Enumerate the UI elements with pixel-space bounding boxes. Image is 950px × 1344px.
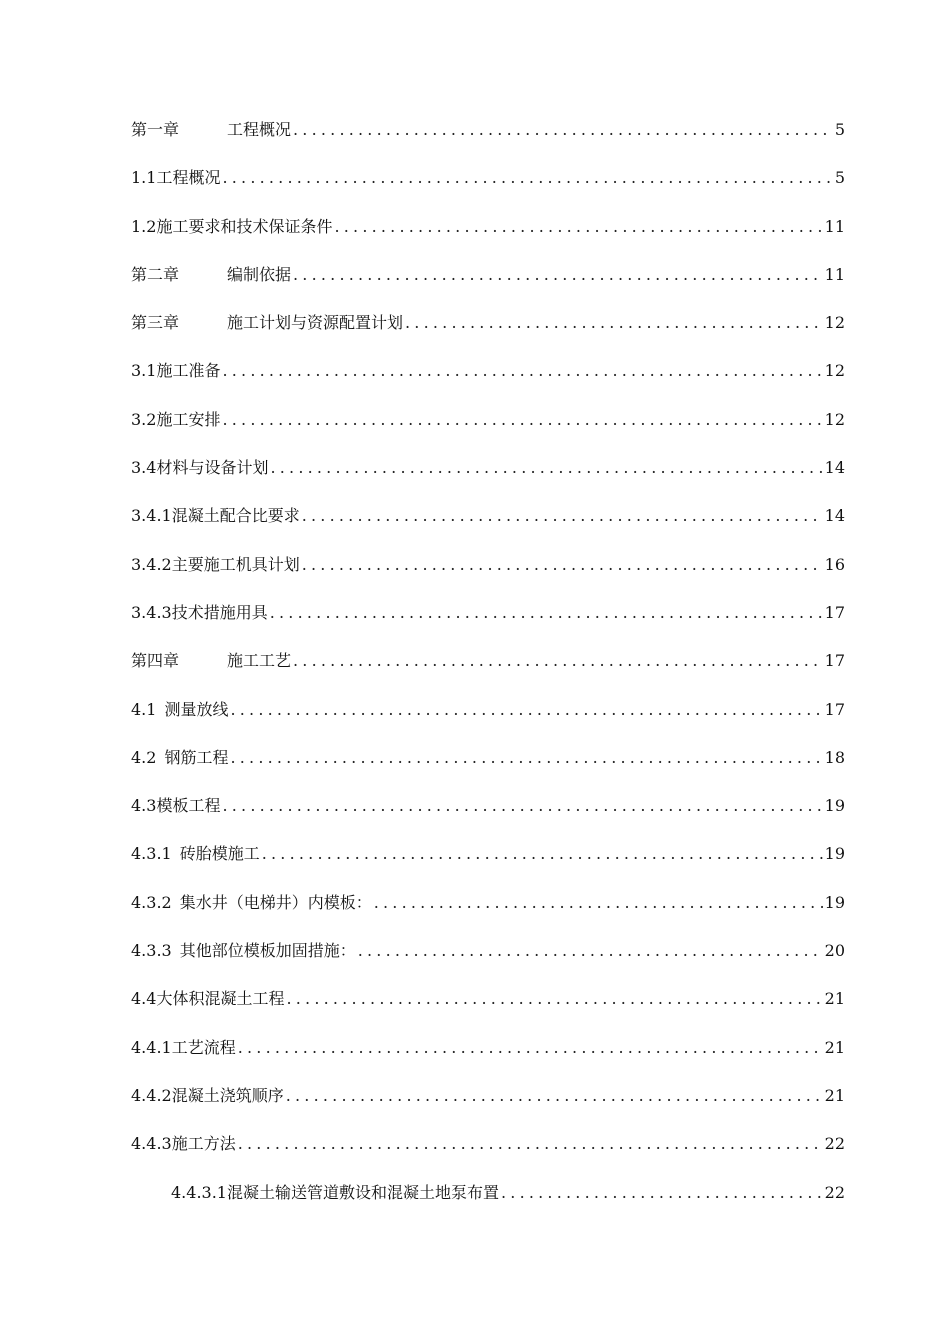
toc-leader-dots — [405, 301, 823, 345]
toc-page-number: 21 — [824, 1037, 845, 1057]
toc-number: 4.3.2 — [131, 892, 172, 912]
toc-title: 编制依据 — [227, 264, 292, 284]
toc-entry[interactable] — [131, 349, 845, 397]
toc-page-number: 14 — [824, 458, 845, 478]
toc-entry[interactable] — [131, 108, 845, 156]
toc-page-number: 21 — [824, 989, 845, 1009]
toc-page-number: 11 — [824, 264, 845, 284]
toc-page-number: 12 — [824, 409, 845, 429]
toc-entry[interactable] — [131, 253, 845, 301]
toc-title: 其他部位模板加固措施： — [179, 941, 356, 961]
toc-number: 第一章 — [131, 120, 180, 139]
toc-page-number: 12 — [824, 313, 845, 333]
toc-page-number: 19 — [824, 844, 845, 864]
toc-entry[interactable] — [131, 1171, 845, 1219]
toc-number: 1.1 — [131, 168, 157, 188]
toc-page-number: 21 — [824, 1085, 845, 1105]
toc-leader-dots — [293, 253, 823, 297]
toc-number: 4.1 — [131, 699, 157, 719]
toc-title: 工艺流程 — [171, 1037, 236, 1057]
toc-title: 砖胎模施工 — [179, 844, 260, 864]
toc-leader-dots — [238, 1122, 823, 1166]
toc-page-number: 17 — [824, 651, 845, 671]
toc-leader-dots — [222, 784, 822, 828]
toc-leader-dots — [270, 446, 822, 490]
toc-title: 工程概况 — [156, 168, 221, 188]
toc-number: 4.3 — [131, 796, 157, 816]
toc-leader-dots — [358, 929, 823, 973]
toc-page-number: 5 — [834, 120, 845, 139]
toc-leader-dots — [334, 205, 822, 249]
toc-page-number: 19 — [824, 796, 845, 816]
toc-page-number: 22 — [824, 1134, 845, 1154]
toc-page-number: 18 — [824, 747, 845, 767]
toc-title: 混凝土浇筑顺序 — [171, 1085, 284, 1105]
toc-page-number: 22 — [824, 1182, 845, 1202]
toc-entry[interactable] — [131, 543, 845, 591]
toc-number: 4.2 — [131, 747, 157, 767]
toc-leader-dots — [293, 108, 833, 152]
toc-title: 施工准备 — [156, 361, 221, 381]
toc-leader-dots — [286, 977, 822, 1021]
toc-title: 施工要求和技术保证条件 — [156, 216, 333, 236]
toc-entry[interactable] — [131, 639, 845, 687]
toc-title: 施工方法 — [171, 1134, 236, 1154]
toc-entry[interactable] — [131, 832, 845, 880]
toc-leader-dots — [374, 881, 823, 925]
toc-number: 4.4.3.1 — [171, 1182, 227, 1202]
toc-leader-dots — [222, 156, 832, 200]
toc-number: 第二章 — [131, 264, 180, 284]
toc-leader-dots — [501, 1171, 823, 1215]
table-of-contents — [131, 108, 845, 1219]
toc-title: 混凝土配合比要求 — [171, 506, 300, 526]
toc-leader-dots — [302, 494, 823, 538]
toc-number: 4.3.3 — [131, 941, 172, 961]
toc-leader-dots — [286, 1074, 823, 1118]
toc-page-number: 12 — [824, 361, 845, 381]
toc-entry[interactable] — [131, 398, 845, 446]
toc-title: 混凝土输送管道敷设和混凝土地泵布置 — [226, 1182, 499, 1202]
toc-title: 施工计划与资源配置计划 — [227, 313, 404, 333]
toc-leader-dots — [222, 398, 822, 442]
toc-entry[interactable] — [131, 494, 845, 542]
toc-number: 3.4 — [131, 458, 157, 478]
toc-title: 钢筋工程 — [164, 747, 229, 767]
toc-entry[interactable] — [131, 929, 845, 977]
toc-entry[interactable] — [131, 736, 845, 784]
toc-entry[interactable] — [131, 591, 845, 639]
toc-entry[interactable] — [131, 205, 845, 253]
toc-title: 施工工艺 — [227, 651, 292, 671]
toc-leader-dots — [222, 349, 822, 393]
toc-page-number: 14 — [824, 506, 845, 526]
toc-entry[interactable] — [131, 881, 845, 929]
toc-entry[interactable] — [131, 156, 845, 204]
toc-page-number: 19 — [824, 892, 845, 912]
toc-title: 大体积混凝土工程 — [156, 989, 285, 1009]
toc-entry[interactable] — [131, 1026, 845, 1074]
toc-title: 集水井（电梯井）内模板： — [179, 892, 372, 912]
toc-number: 3.4.2 — [131, 554, 172, 574]
toc-title: 工程概况 — [227, 120, 292, 139]
toc-leader-dots — [293, 639, 823, 683]
toc-page-number: 20 — [824, 941, 845, 961]
toc-entry[interactable] — [131, 784, 845, 832]
toc-leader-dots — [302, 543, 823, 587]
toc-title: 施工安排 — [156, 409, 221, 429]
toc-leader-dots — [230, 736, 822, 780]
toc-page-number: 16 — [824, 554, 845, 574]
toc-entry[interactable] — [131, 1074, 845, 1122]
toc-number: 3.2 — [131, 409, 157, 429]
toc-number: 4.4.2 — [131, 1085, 172, 1105]
toc-number: 3.4.3 — [131, 602, 172, 622]
toc-number: 4.4 — [131, 989, 157, 1009]
toc-leader-dots — [230, 688, 822, 732]
toc-page-number: 5 — [834, 168, 845, 188]
toc-title: 材料与设备计划 — [156, 458, 269, 478]
toc-number: 3.4.1 — [131, 506, 172, 526]
toc-page-number: 17 — [824, 602, 845, 622]
toc-title: 模板工程 — [156, 796, 221, 816]
toc-page-number: 11 — [824, 216, 845, 236]
toc-title: 主要施工机具计划 — [171, 554, 300, 574]
toc-leader-dots — [238, 1026, 823, 1070]
toc-title: 测量放线 — [164, 699, 229, 719]
toc-number: 第三章 — [131, 313, 180, 333]
toc-number: 4.4.3 — [131, 1134, 172, 1154]
toc-entry[interactable] — [131, 977, 845, 1025]
toc-entry[interactable] — [131, 301, 845, 349]
toc-title: 技术措施用具 — [171, 602, 268, 622]
toc-number: 4.4.1 — [131, 1037, 172, 1057]
toc-page-number: 17 — [824, 699, 845, 719]
toc-entry[interactable] — [131, 446, 845, 494]
toc-number: 1.2 — [131, 216, 157, 236]
toc-number: 第四章 — [131, 651, 180, 671]
toc-leader-dots — [262, 832, 823, 876]
toc-leader-dots — [270, 591, 823, 635]
toc-entry[interactable] — [131, 688, 845, 736]
toc-number: 4.3.1 — [131, 844, 172, 864]
toc-number: 3.1 — [131, 361, 157, 381]
toc-entry[interactable] — [131, 1122, 845, 1170]
